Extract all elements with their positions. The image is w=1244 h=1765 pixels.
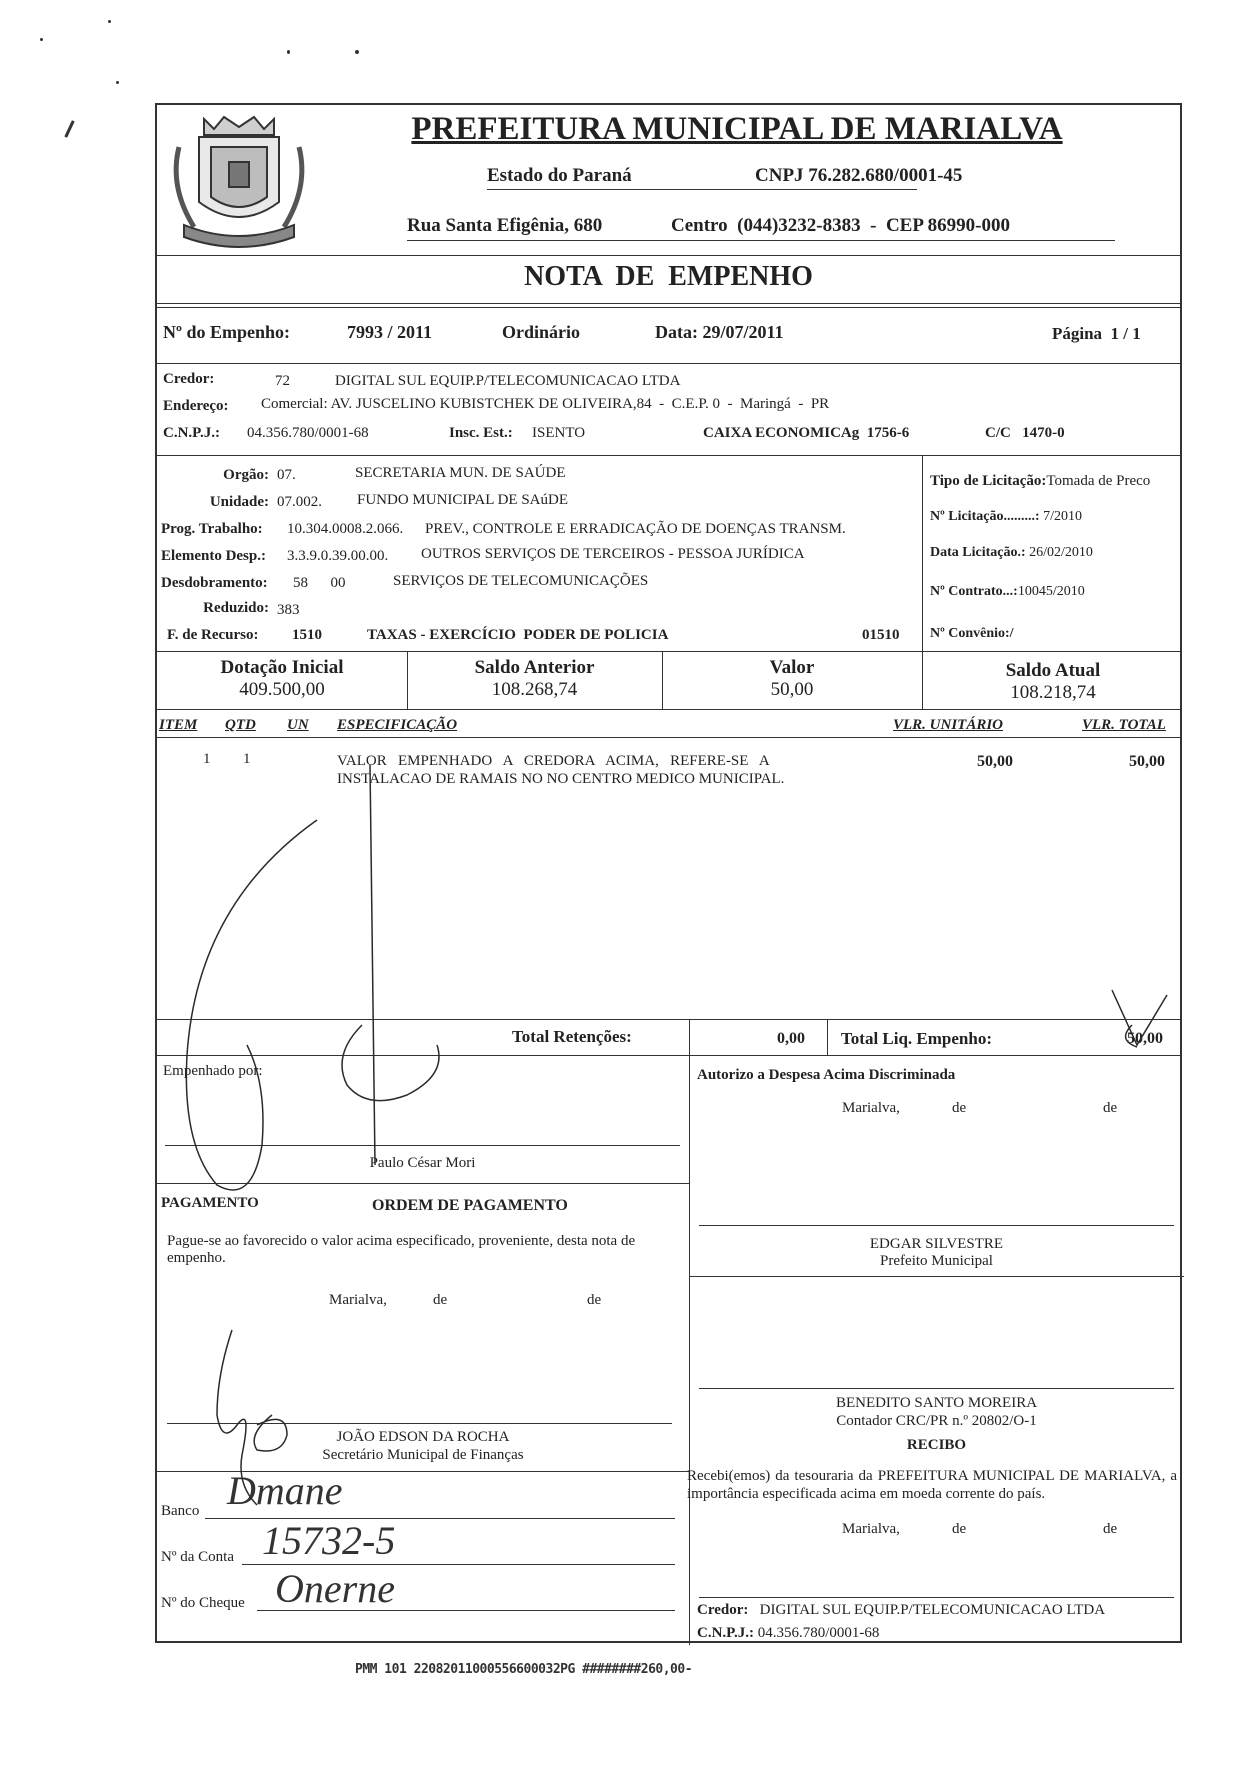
empenho-label: Nº do Empenho: <box>163 322 290 342</box>
empenhado-signer: Paulo César Mori <box>369 1155 476 1171</box>
recibo-cnpj-label: C.N.P.J.: <box>697 1625 754 1641</box>
conta-label: Nº da Conta <box>161 1549 234 1565</box>
tipo-licitacao-value: Tomada de Preco <box>1046 473 1151 489</box>
credor-address: Comercial: AV. JUSCELINO KUBISTCHEK DE OLIVEIRA,84 - C.E.P. 0 - Maringá - PR <box>261 396 830 412</box>
item-qtd: 1 <box>243 751 251 767</box>
pagamento-label: PAGAMENTO <box>161 1195 259 1211</box>
recibo-text: Recebi(emos) da tesouraria da PREFEITURA MUNICIPAL DE MARIALVA, a importância especificada acima em moeda corrente do país. <box>687 1468 1177 1502</box>
pagamento-de2: de <box>587 1292 602 1308</box>
divider <box>157 307 1180 308</box>
item-unit-value: 50,00 <box>977 753 1013 770</box>
pagamento-role: Secretário Municipal de Finanças <box>322 1447 524 1463</box>
col-total: VLR. TOTAL <box>1082 717 1166 733</box>
pagamento-de1: de <box>433 1292 448 1308</box>
liq-label: Total Liq. Empenho: <box>841 1029 992 1048</box>
contador-signer: BENEDITO SANTO MOREIRA <box>835 1395 1038 1411</box>
empenho-document <box>155 103 1182 1643</box>
banco-handwritten: Dmane <box>227 1468 343 1513</box>
credor-code: 72 <box>275 373 290 389</box>
credor-insc: ISENTO <box>532 425 586 441</box>
credor-cnpj: 04.356.780/0001-68 <box>247 425 369 441</box>
recibo-cnpj-value: 04.356.780/0001-68 <box>757 1625 880 1641</box>
desd-label: Desdobramento: <box>161 575 268 591</box>
autorizo-place: Marialva, <box>842 1100 900 1116</box>
credor-label: Credor: <box>163 371 215 387</box>
header-state: Estado do Paraná <box>487 165 632 186</box>
saldo-value-0: 409.500,00 <box>239 679 325 700</box>
pagamento-text: Pague-se ao favorecido o valor acima especificado, proveniente, desta nota de empenho. <box>167 1233 636 1266</box>
credor-bank: CAIXA ECONOMICAg 1756-6 <box>703 425 910 441</box>
check-mark <box>1107 985 1182 1055</box>
header-street: Rua Santa Efigênia, 680 <box>407 215 603 236</box>
reduzido-value: 383 <box>277 602 300 618</box>
recibo-credor-name: DIGITAL SUL EQUIP.P/TELECOMUNICACAO LTDA <box>759 1602 1106 1618</box>
empenhado-label: Empenhado por: <box>163 1063 263 1079</box>
divider <box>157 709 1180 710</box>
orgao-code: 07. <box>277 467 296 483</box>
scan-speck <box>40 38 43 41</box>
footer-code: PMM 101 22082011000556600032PG ########260,00- <box>355 1662 693 1677</box>
credor-name: DIGITAL SUL EQUIP.P/TELECOMUNICACAO LTDA <box>335 373 681 389</box>
divider <box>157 455 1180 456</box>
col-item: ITEM <box>159 717 198 733</box>
recibo-place: Marialva, <box>842 1521 900 1537</box>
recibo-cnpj <box>697 1625 879 1642</box>
unidade-name: FUNDO MUNICIPAL DE SAúDE <box>357 492 568 508</box>
data-licitacao <box>930 545 1093 561</box>
recibo-credor <box>697 1602 1105 1619</box>
orgao-name: SECRETARIA MUN. DE SAÚDE <box>355 465 566 481</box>
convenio-label: Nº Convênio:/ <box>930 626 1014 641</box>
coat-of-arms-logo <box>159 107 319 255</box>
prog-name: PREV., CONTROLE E ERRADICAÇÃO DE DOENÇAS TRANSM. <box>425 521 846 537</box>
retencoes-label: Total Retenções: <box>512 1027 632 1046</box>
autorizo-role: Prefeito Municipal <box>880 1253 993 1269</box>
item-number: 1 <box>203 751 211 767</box>
contrato-value: 10045/2010 <box>1017 584 1085 599</box>
fonte-label: F. de Recurso: <box>167 627 259 643</box>
recibo-credor-label: Credor: <box>697 1602 749 1618</box>
header-line-2 <box>407 240 1115 241</box>
divider <box>827 1019 828 1055</box>
item-total-value: 50,00 <box>1129 753 1165 770</box>
endereco-label: Endereço: <box>163 398 229 414</box>
prog-code: 10.304.0008.2.066. <box>287 521 404 537</box>
saldo-value-2: 50,00 <box>770 679 814 700</box>
scan-speck <box>108 20 111 23</box>
recibo-de1: de <box>952 1521 967 1537</box>
elem-label: Elemento Desp.: <box>161 548 266 564</box>
recibo-title: RECIBO <box>906 1437 967 1453</box>
autorizo-de1: de <box>952 1100 967 1116</box>
signature-line <box>699 1388 1174 1389</box>
elem-code: 3.3.9.0.39.00.00. <box>287 548 389 564</box>
saldo-value-1: 108.268,74 <box>491 679 578 700</box>
empenho-type: Ordinário <box>502 322 581 342</box>
pagamento-title: ORDEM DE PAGAMENTO <box>372 1197 568 1214</box>
document-title: NOTA DE EMPENHO <box>524 261 813 292</box>
tipo-licitacao <box>930 473 1150 490</box>
orgao-label: Orgão: <box>223 467 269 483</box>
num-licitacao-label: Nº Licitação.........: <box>930 509 1040 524</box>
scan-speck <box>116 81 119 84</box>
cheque-label: Nº do Cheque <box>161 1595 245 1611</box>
tipo-licitacao-label: Tipo de Licitação: <box>930 473 1047 489</box>
header-cnpj: CNPJ 76.282.680/0001-45 <box>755 165 963 186</box>
scan-mark <box>64 120 74 138</box>
signature-line <box>699 1225 1174 1226</box>
divider <box>689 1276 1184 1277</box>
signature-paulo <box>157 725 697 1205</box>
fonte-name: TAXAS - EXERCÍCIO PODER DE POLICIA <box>367 627 669 643</box>
header-line-1 <box>487 189 917 190</box>
empenho-number: 7993 / 2011 <box>347 322 433 342</box>
contador-role: Contador CRC/PR n.º 20802/O-1 <box>836 1413 1037 1429</box>
divider <box>157 303 1180 304</box>
scan-speck <box>355 50 359 54</box>
contrato <box>930 584 1085 600</box>
scan-speck <box>287 50 290 54</box>
unidade-code: 07.002. <box>277 494 322 510</box>
divider <box>922 455 923 651</box>
col-spec: ESPECIFICAÇÃO <box>337 717 458 733</box>
conta-handwritten: 15732-5 <box>262 1518 396 1563</box>
reduzido-label: Reduzido: <box>203 600 269 616</box>
unidade-label: Unidade: <box>209 494 269 510</box>
saldo-label-2: Valor <box>769 657 815 678</box>
empenho-date: Data: 29/07/2011 <box>655 322 784 342</box>
autorizo-label: Autorizo a Despesa Acima Discriminada <box>697 1067 956 1083</box>
liq-value: 50,00 <box>1127 1030 1163 1047</box>
fonte-num: 01510 <box>862 627 900 643</box>
num-licitacao-value: 7/2010 <box>1043 509 1082 524</box>
pagamento-place: Marialva, <box>329 1292 387 1308</box>
signature-joao <box>197 1315 357 1515</box>
saldo-value-3: 108.218,74 <box>1010 682 1096 703</box>
desd-code: 58 00 <box>293 575 346 591</box>
col-unit: VLR. UNITÁRIO <box>893 717 1004 733</box>
divider <box>157 255 1180 256</box>
banco-label: Banco <box>161 1503 200 1519</box>
col-qtd: QTD <box>225 717 256 733</box>
pagamento-signer: JOÃO EDSON DA ROCHA <box>336 1429 510 1445</box>
saldo-label-0: Dotação Inicial <box>220 657 344 678</box>
credor-cc: C/C 1470-0 <box>985 425 1065 441</box>
desd-name: SERVIÇOS DE TELECOMUNICAÇÕES <box>393 573 649 589</box>
col-un: UN <box>287 717 309 733</box>
fonte-code: 1510 <box>292 627 322 643</box>
item-spec-line2: INSTALACAO DE RAMAIS NO NO CENTRO MEDICO MUNICIPAL. <box>337 771 785 787</box>
data-licitacao-label: Data Licitação.: <box>930 545 1026 560</box>
recibo-de2: de <box>1103 1521 1118 1537</box>
autorizo-de2: de <box>1103 1100 1118 1116</box>
empenho-page: Página 1 / 1 <box>1052 324 1141 343</box>
autorizo-signer: EDGAR SILVESTRE <box>869 1236 1004 1252</box>
cnpj-label: C.N.P.J.: <box>163 425 220 441</box>
signature-line <box>699 1597 1174 1598</box>
contrato-label: Nº Contrato...: <box>930 584 1018 599</box>
saldo-label-1: Saldo Anterior <box>474 657 595 678</box>
elem-name: OUTROS SERVIÇOS DE TERCEIROS - PESSOA JURÍDICA <box>421 546 805 562</box>
insc-label: Insc. Est.: <box>449 425 513 441</box>
prog-label: Prog. Trabalho: <box>161 521 263 537</box>
num-licitacao <box>930 509 1082 525</box>
divider <box>157 651 1180 652</box>
header-address-rest: Centro (044)3232-8383 - CEP 86990-000 <box>671 215 1010 236</box>
cheque-handwritten: Onerne <box>275 1566 395 1611</box>
header-title: PREFEITURA MUNICIPAL DE MARIALVA <box>411 111 1063 147</box>
retencoes-value: 0,00 <box>777 1030 805 1047</box>
saldo-label-3: Saldo Atual <box>1005 660 1101 681</box>
data-licitacao-value: 26/02/2010 <box>1029 545 1093 560</box>
divider <box>157 363 1180 364</box>
item-spec-line1: VALOR EMPENHADO A CREDORA ACIMA, REFERE-SE A <box>337 753 770 769</box>
